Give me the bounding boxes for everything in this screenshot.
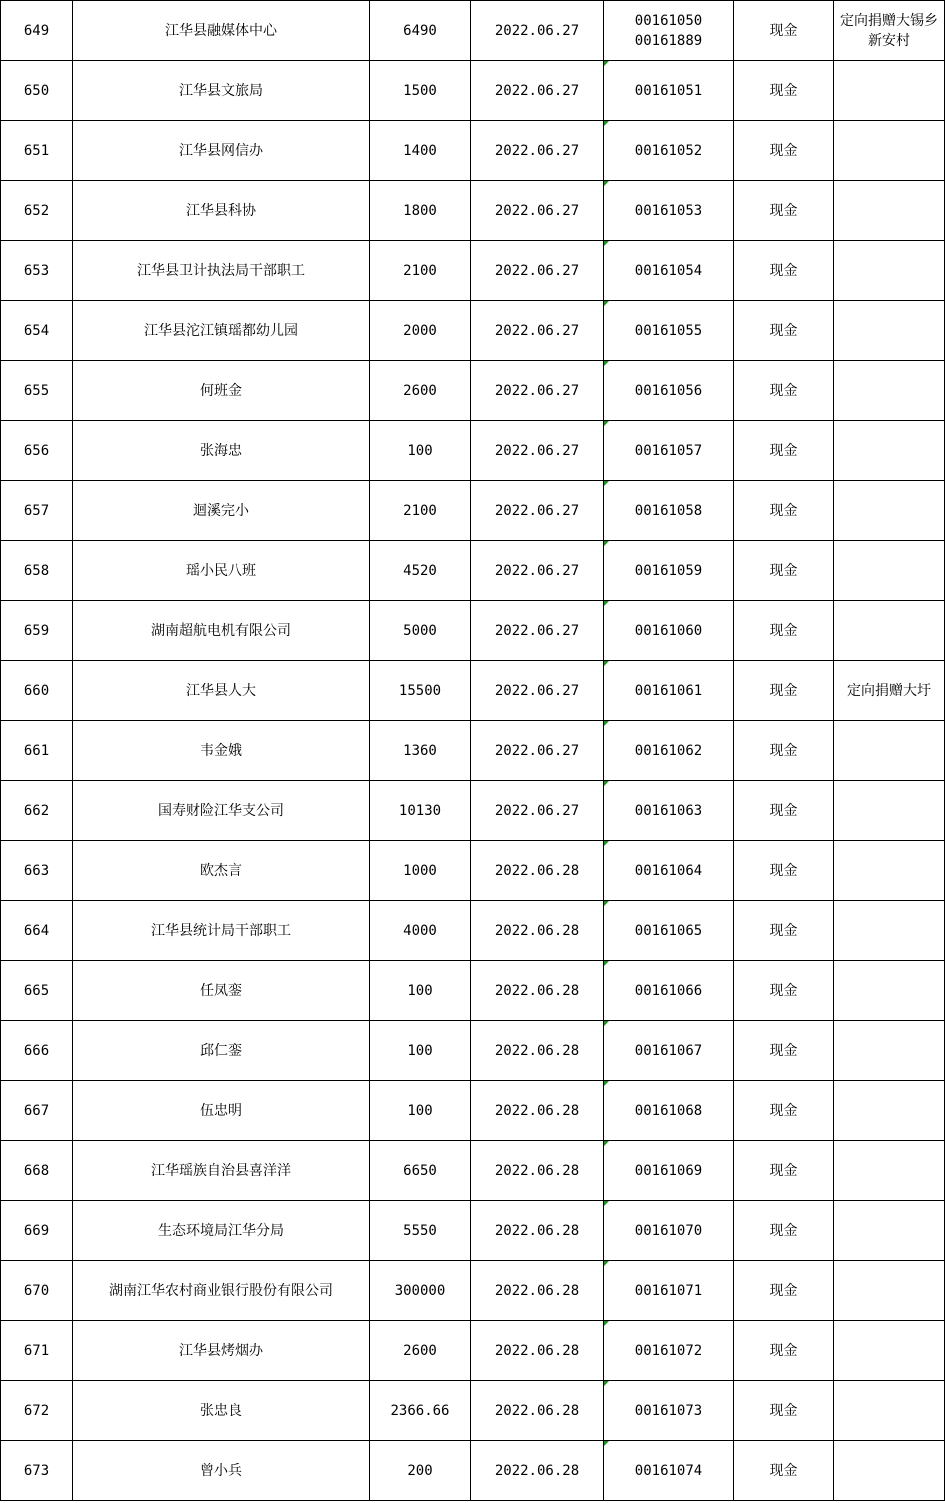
remark-cell: [834, 901, 945, 961]
date-cell: 2022.06.28: [471, 1201, 604, 1261]
payment-method-cell: 现金: [734, 1321, 834, 1381]
payment-method-cell: 现金: [734, 961, 834, 1021]
table-row: [1, 721, 945, 781]
amount-cell: 2000: [370, 301, 471, 361]
receipt-number-cell: [604, 901, 734, 961]
donor-name-cell: 江华县人大: [73, 661, 370, 721]
amount-cell: 5550: [370, 1201, 471, 1261]
remark-cell: [834, 481, 945, 541]
text-format-indicator-icon: [604, 1141, 609, 1146]
receipt-number-cell: [604, 1141, 734, 1201]
receipt-number: 00161057: [634, 442, 703, 459]
receipt-number: 00161073: [634, 1402, 703, 1419]
table-row: [1, 241, 945, 301]
remark-cell: [834, 421, 945, 481]
text-format-indicator-icon: [604, 241, 609, 246]
row-number-cell: 666: [1, 1021, 73, 1081]
row-number-cell: 661: [1, 721, 73, 781]
payment-method-cell: 现金: [734, 1021, 834, 1081]
donor-name-cell: 邱仁銮: [73, 1021, 370, 1081]
row-number-cell: 651: [1, 121, 73, 181]
receipt-number: 00161071: [634, 1282, 703, 1299]
date-cell: 2022.06.28: [471, 841, 604, 901]
payment-method-cell: 现金: [734, 121, 834, 181]
amount-cell: 2100: [370, 481, 471, 541]
table-row: [1, 781, 945, 841]
receipt-number: 00161065: [634, 922, 703, 939]
table-row: [1, 301, 945, 361]
row-number-cell: 649: [1, 1, 73, 61]
date-cell: 2022.06.28: [471, 1081, 604, 1141]
receipt-number-cell: [604, 961, 734, 1021]
payment-method-cell: 现金: [734, 481, 834, 541]
date-cell: 2022.06.28: [471, 901, 604, 961]
date-cell: 2022.06.28: [471, 1141, 604, 1201]
row-number-cell: 663: [1, 841, 73, 901]
remark-cell: [834, 1141, 945, 1201]
text-format-indicator-icon: [604, 901, 609, 906]
receipt-number-cell: [604, 1381, 734, 1441]
payment-method-cell: 现金: [734, 541, 834, 601]
remark-cell: [834, 361, 945, 421]
text-format-indicator-icon: [604, 541, 609, 546]
remark-cell: [834, 1261, 945, 1321]
receipt-number-cell: [604, 421, 734, 481]
amount-cell: 1500: [370, 61, 471, 121]
remark-cell: [834, 61, 945, 121]
payment-method-cell: 现金: [734, 841, 834, 901]
date-cell: 2022.06.27: [471, 181, 604, 241]
table-row: [1, 421, 945, 481]
donor-name-cell: 江华瑶族自治县喜洋洋: [73, 1141, 370, 1201]
table-row: [1, 1441, 945, 1501]
receipt-number: 00161055: [634, 322, 703, 339]
receipt-number-cell: [604, 481, 734, 541]
text-format-indicator-icon: [604, 601, 609, 606]
donor-name-cell: 生态环境局江华分局: [73, 1201, 370, 1261]
amount-cell: 1360: [370, 721, 471, 781]
donor-name-cell: 瑶小民八班: [73, 541, 370, 601]
donor-name-cell: 江华县统计局干部职工: [73, 901, 370, 961]
text-format-indicator-icon: [604, 841, 609, 846]
donor-name-cell: 江华县卫计执法局干部职工: [73, 241, 370, 301]
text-format-indicator-icon: [604, 781, 609, 786]
table-row: [1, 841, 945, 901]
receipt-number-cell: [604, 1321, 734, 1381]
receipt-number-cell: [604, 301, 734, 361]
receipt-number: 00161069: [634, 1162, 703, 1179]
date-cell: 2022.06.28: [471, 1021, 604, 1081]
remark-cell: [834, 601, 945, 661]
row-number-cell: 660: [1, 661, 73, 721]
receipt-number: 00161058: [634, 502, 703, 519]
receipt-number: 00161889: [634, 32, 703, 49]
receipt-number: 00161070: [634, 1222, 703, 1239]
amount-cell: 4000: [370, 901, 471, 961]
amount-cell: 2100: [370, 241, 471, 301]
text-format-indicator-icon: [604, 181, 609, 186]
receipt-number-cell: [604, 1081, 734, 1141]
text-format-indicator-icon: [604, 1021, 609, 1026]
table-row: [1, 121, 945, 181]
row-number-cell: 673: [1, 1441, 73, 1501]
row-number-cell: 656: [1, 421, 73, 481]
remark-cell: [834, 721, 945, 781]
table-row: [1, 1261, 945, 1321]
amount-cell: 6650: [370, 1141, 471, 1201]
remark-cell: [834, 1381, 945, 1441]
receipt-number-cell: [604, 181, 734, 241]
receipt-number-cell: [604, 601, 734, 661]
row-number-cell: 665: [1, 961, 73, 1021]
remark-cell: [834, 181, 945, 241]
text-format-indicator-icon: [604, 1261, 609, 1266]
remark-cell: [834, 1441, 945, 1501]
receipt-number-cell: [604, 1441, 734, 1501]
amount-cell: 100: [370, 961, 471, 1021]
receipt-number: 00161061: [634, 682, 703, 699]
donor-name-cell: 张海忠: [73, 421, 370, 481]
payment-method-cell: 现金: [734, 1141, 834, 1201]
donor-name-cell: 国寿财险江华支公司: [73, 781, 370, 841]
donor-name-cell: 江华县科协: [73, 181, 370, 241]
receipt-number-cell: [604, 241, 734, 301]
text-format-indicator-icon: [604, 721, 609, 726]
remark-cell: [834, 781, 945, 841]
donor-name-cell: 江华县沱江镇瑶都幼儿园: [73, 301, 370, 361]
payment-method-cell: 现金: [734, 301, 834, 361]
receipt-number-cell: [604, 61, 734, 121]
table-row: [1, 541, 945, 601]
text-format-indicator-icon: [604, 1201, 609, 1206]
remark-cell: 定向捐赠大锡乡新安村: [834, 1, 945, 61]
date-cell: 2022.06.28: [471, 961, 604, 1021]
text-format-indicator-icon: [604, 421, 609, 426]
receipt-number: 00161072: [634, 1342, 703, 1359]
date-cell: 2022.06.27: [471, 781, 604, 841]
date-cell: 2022.06.27: [471, 601, 604, 661]
receipt-number-cell: [604, 121, 734, 181]
receipt-number-cell: [604, 661, 734, 721]
remark-cell: 定向捐赠大圩: [834, 661, 945, 721]
ledger-body: [1, 1, 945, 1501]
date-cell: 2022.06.27: [471, 721, 604, 781]
date-cell: 2022.06.27: [471, 241, 604, 301]
payment-method-cell: 现金: [734, 901, 834, 961]
remark-cell: [834, 121, 945, 181]
text-format-indicator-icon: [604, 1081, 609, 1086]
date-cell: 2022.06.28: [471, 1321, 604, 1381]
payment-method-cell: 现金: [734, 1441, 834, 1501]
text-format-indicator-icon: [604, 361, 609, 366]
table-row: [1, 481, 945, 541]
receipt-number: 00161068: [634, 1102, 703, 1119]
payment-method-cell: 现金: [734, 1, 834, 61]
donor-name-cell: 伍忠明: [73, 1081, 370, 1141]
date-cell: 2022.06.28: [471, 1441, 604, 1501]
remark-cell: [834, 301, 945, 361]
donor-name-cell: 江华县烤烟办: [73, 1321, 370, 1381]
date-cell: 2022.06.28: [471, 1261, 604, 1321]
date-cell: 2022.06.27: [471, 481, 604, 541]
donor-name-cell: 江华县网信办: [73, 121, 370, 181]
remark-cell: [834, 1321, 945, 1381]
remark-cell: [834, 1201, 945, 1261]
amount-cell: 100: [370, 1021, 471, 1081]
amount-cell: 10130: [370, 781, 471, 841]
remark-cell: [834, 1021, 945, 1081]
date-cell: 2022.06.27: [471, 61, 604, 121]
amount-cell: 2366.66: [370, 1381, 471, 1441]
date-cell: 2022.06.27: [471, 361, 604, 421]
amount-cell: 2600: [370, 361, 471, 421]
payment-method-cell: 现金: [734, 721, 834, 781]
table-row: [1, 661, 945, 721]
table-row: [1, 961, 945, 1021]
table-row: [1, 1141, 945, 1201]
receipt-number-cell: [604, 1, 734, 61]
payment-method-cell: 现金: [734, 241, 834, 301]
payment-method-cell: 现金: [734, 61, 834, 121]
receipt-number: 00161054: [634, 262, 703, 279]
receipt-number: 00161062: [634, 742, 703, 759]
text-format-indicator-icon: [604, 481, 609, 486]
row-number-cell: 654: [1, 301, 73, 361]
row-number-cell: 650: [1, 61, 73, 121]
row-number-cell: 657: [1, 481, 73, 541]
table-row: [1, 1201, 945, 1261]
receipt-number-cell: [604, 841, 734, 901]
payment-method-cell: 现金: [734, 1201, 834, 1261]
row-number-cell: 652: [1, 181, 73, 241]
table-row: [1, 361, 945, 421]
receipt-number: 00161053: [634, 202, 703, 219]
table-row: [1, 1, 945, 61]
donor-name-cell: 江华县文旅局: [73, 61, 370, 121]
amount-cell: 5000: [370, 601, 471, 661]
donor-name-cell: 韦金娥: [73, 721, 370, 781]
table-row: [1, 1381, 945, 1441]
table-row: [1, 901, 945, 961]
receipt-number: 00161056: [634, 382, 703, 399]
receipt-number: 00161051: [634, 82, 703, 99]
row-number-cell: 659: [1, 601, 73, 661]
table-row: [1, 181, 945, 241]
donor-name-cell: 何班金: [73, 361, 370, 421]
table-row: [1, 1321, 945, 1381]
date-cell: 2022.06.27: [471, 121, 604, 181]
text-format-indicator-icon: [604, 1441, 609, 1446]
amount-cell: 300000: [370, 1261, 471, 1321]
payment-method-cell: 现金: [734, 601, 834, 661]
receipt-number: 00161064: [634, 862, 703, 879]
remark-cell: [834, 841, 945, 901]
amount-cell: 15500: [370, 661, 471, 721]
row-number-cell: 671: [1, 1321, 73, 1381]
amount-cell: 2600: [370, 1321, 471, 1381]
text-format-indicator-icon: [604, 121, 609, 126]
date-cell: 2022.06.27: [471, 421, 604, 481]
amount-cell: 100: [370, 421, 471, 481]
receipt-number-cell: [604, 1201, 734, 1261]
remark-cell: [834, 541, 945, 601]
donor-name-cell: 迴溪完小: [73, 481, 370, 541]
row-number-cell: 655: [1, 361, 73, 421]
amount-cell: 100: [370, 1081, 471, 1141]
amount-cell: 200: [370, 1441, 471, 1501]
receipt-number-cell: [604, 1021, 734, 1081]
payment-method-cell: 现金: [734, 361, 834, 421]
text-format-indicator-icon: [604, 1381, 609, 1386]
row-number-cell: 664: [1, 901, 73, 961]
receipt-number: 00161063: [634, 802, 703, 819]
payment-method-cell: 现金: [734, 1381, 834, 1441]
row-number-cell: 667: [1, 1081, 73, 1141]
receipt-number-cell: [604, 1261, 734, 1321]
donor-name-cell: 湖南江华农村商业银行股份有限公司: [73, 1261, 370, 1321]
receipt-number-cell: [604, 721, 734, 781]
donor-name-cell: 张忠良: [73, 1381, 370, 1441]
amount-cell: 1400: [370, 121, 471, 181]
remark-cell: [834, 241, 945, 301]
amount-cell: 4520: [370, 541, 471, 601]
payment-method-cell: 现金: [734, 421, 834, 481]
receipt-number: 00161059: [634, 562, 703, 579]
amount-cell: 1800: [370, 181, 471, 241]
date-cell: 2022.06.27: [471, 1, 604, 61]
payment-method-cell: 现金: [734, 661, 834, 721]
payment-method-cell: 现金: [734, 781, 834, 841]
receipt-number: 00161050: [634, 12, 703, 29]
remark-cell: [834, 1081, 945, 1141]
row-number-cell: 658: [1, 541, 73, 601]
row-number-cell: 669: [1, 1201, 73, 1261]
table-row: [1, 1021, 945, 1081]
donor-name-cell: 湖南超航电机有限公司: [73, 601, 370, 661]
date-cell: 2022.06.27: [471, 541, 604, 601]
row-number-cell: 653: [1, 241, 73, 301]
text-format-indicator-icon: [604, 301, 609, 306]
table-row: [1, 61, 945, 121]
table-row: [1, 1081, 945, 1141]
receipt-number-cell: [604, 541, 734, 601]
receipt-number-cell: [604, 361, 734, 421]
amount-cell: 1000: [370, 841, 471, 901]
remark-cell: [834, 961, 945, 1021]
receipt-number: 00161074: [634, 1462, 703, 1479]
donor-name-cell: 江华县融媒体中心: [73, 1, 370, 61]
donor-name-cell: 任凤銮: [73, 961, 370, 1021]
row-number-cell: 672: [1, 1381, 73, 1441]
row-number-cell: 668: [1, 1141, 73, 1201]
text-format-indicator-icon: [604, 961, 609, 966]
donor-name-cell: 欧杰言: [73, 841, 370, 901]
payment-method-cell: 现金: [734, 1261, 834, 1321]
donor-name-cell: 曾小兵: [73, 1441, 370, 1501]
text-format-indicator-icon: [604, 661, 609, 666]
date-cell: 2022.06.27: [471, 301, 604, 361]
row-number-cell: 662: [1, 781, 73, 841]
row-number-cell: 670: [1, 1261, 73, 1321]
receipt-number-cell: [604, 781, 734, 841]
receipt-number: 00161066: [634, 982, 703, 999]
text-format-indicator-icon: [604, 1321, 609, 1326]
receipt-number: 00161067: [634, 1042, 703, 1059]
amount-cell: 6490: [370, 1, 471, 61]
payment-method-cell: 现金: [734, 1081, 834, 1141]
payment-method-cell: 现金: [734, 181, 834, 241]
text-format-indicator-icon: [604, 61, 609, 66]
date-cell: 2022.06.27: [471, 661, 604, 721]
table-row: [1, 601, 945, 661]
receipt-number: 00161060: [634, 622, 703, 639]
receipt-number: 00161052: [634, 142, 703, 159]
date-cell: 2022.06.28: [471, 1381, 604, 1441]
